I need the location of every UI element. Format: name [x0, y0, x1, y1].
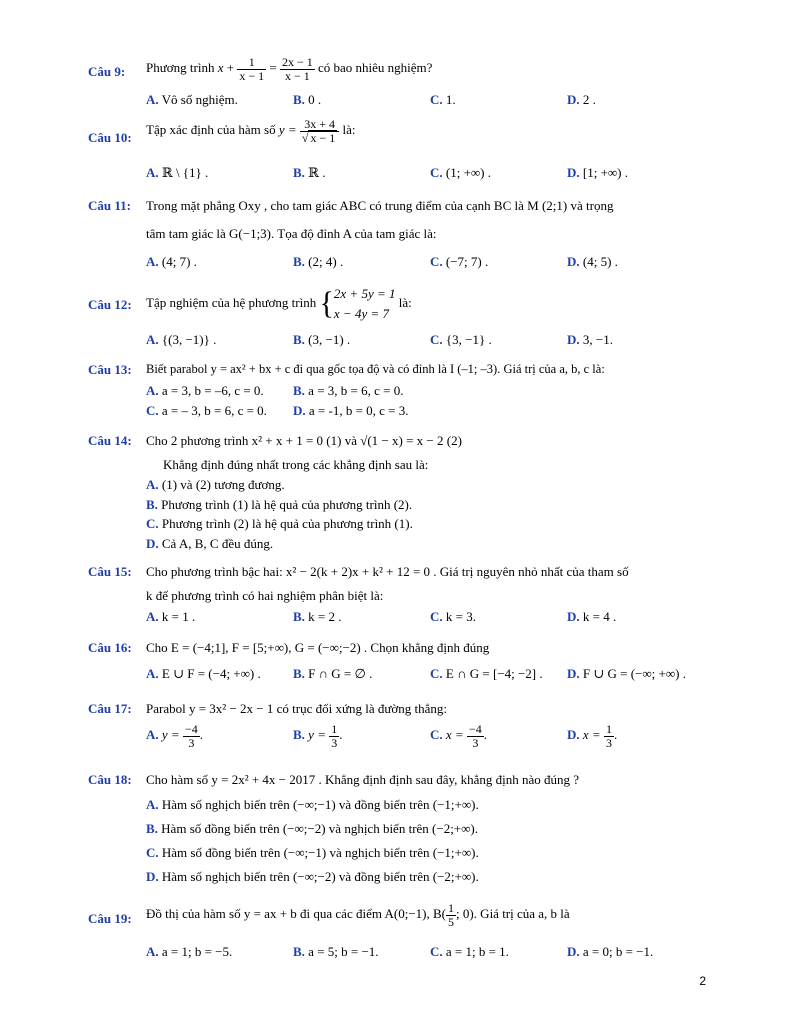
option-c: C. 1. — [430, 92, 456, 107]
option-d: D. k = 4 . — [567, 609, 617, 624]
option-b: B. a = 3, b = 6, c = 0. — [293, 383, 404, 398]
option-b: B. (3, −1) . — [293, 332, 351, 347]
brace-icon: { — [319, 286, 334, 321]
question-14 — [88, 433, 712, 551]
question-stem: Đồ thị của hàm số y = ax + b đi qua các điểm A(0;−1), B( $\frac{1}{5}$ ; 0). Giá trị của a, b là — [146, 901, 570, 929]
question-stem: Cho 2 phương trình x² + x + 1 = 0 (1) và √(1 − x) = x − 2 (2) — [146, 433, 462, 448]
option-b: B. F ∩ G = ∅ . — [293, 666, 373, 681]
option-a: A. Vô số nghiệm. — [146, 92, 238, 107]
question-label: Câu 17: — [88, 701, 132, 716]
option-a: A. (4; 7) . — [146, 254, 197, 269]
option-a: A. a = 3, b = –6, c = 0. — [146, 383, 264, 398]
option-c: C. Phương trình (2) là hệ quả của phương trình (1). — [146, 516, 413, 531]
option-a: A. ℝ \ {1} . — [146, 165, 209, 180]
option-b: B. y = $\frac{1}{3}$ . — [293, 722, 343, 750]
question-label: Câu 13: — [88, 362, 132, 377]
question-stem: Tập xác định của hàm số y = $\frac{3x + 4}{√ x - 1}$ là: — [146, 117, 356, 145]
option-d: D. x = $\frac{1}{3}$ . — [567, 722, 618, 750]
question-label: Câu 16: — [88, 640, 132, 655]
question-label: Câu 18: — [88, 772, 132, 787]
option-c: C. a = 1; b = 1. — [430, 944, 509, 959]
option-d: D. 2 . — [567, 92, 596, 107]
option-a: A. a = 1; b = −5. — [146, 944, 233, 959]
option-a: A. E ∪ F = (−4; +∞) . — [146, 666, 261, 681]
option-d: D. a = 0; b = −1. — [567, 944, 654, 959]
option-d: D. Cả A, B, C đều đúng. — [146, 536, 274, 551]
sqrt-icon: √ — [301, 130, 309, 145]
option-b: B. a = 5; b = −1. — [293, 944, 379, 959]
question-stem: Tập nghiệm của hệ phương trình { 2x + 5y = 1 x − 4y = 7 là: — [146, 284, 412, 324]
question-label: Câu 10: — [88, 130, 132, 145]
question-15 — [88, 564, 712, 630]
question-stem-cont: tâm tam giác là G(−1;3). Tọa độ đỉnh A của tam giác là: — [146, 226, 437, 241]
option-c: C. x = $\frac{-4}{3}$ . — [430, 722, 487, 750]
option-d: D. [1; +∞) . — [567, 165, 629, 180]
question-stem: Trong mặt phẳng Oxy , cho tam giác ABC có trung điểm của cạnh BC là M (2;1) và trọng — [146, 198, 614, 213]
fraction: $\frac{1}{x - 1}$ — [239, 55, 265, 83]
option-b: B. k = 2 . — [293, 609, 342, 624]
option-b: B. (2; 4) . — [293, 254, 344, 269]
option-b: B. Hàm số đồng biến trên (−∞;−2) và nghịch biến trên (−2;+∞). — [146, 821, 478, 836]
fraction: $\frac{2x - 1}{x - 1}$ — [281, 55, 313, 83]
option-c: C. Hàm số đồng biến trên (−∞;−1) và nghịch biến trên (−1;+∞). — [146, 845, 479, 860]
option-d: D. a = -1, b = 0, c = 3. — [293, 403, 409, 418]
question-17 — [88, 701, 712, 761]
question-label: Câu 19: — [88, 911, 132, 926]
question-label: Câu 11: — [88, 198, 131, 213]
question-10 — [88, 118, 712, 184]
option-c: C. (−7; 7) . — [430, 254, 489, 269]
fraction: $\frac{1}{3}$ — [605, 722, 612, 750]
question-9 — [88, 55, 712, 110]
question-label: Câu 12: — [88, 297, 132, 312]
question-18 — [88, 772, 712, 888]
option-a: A. k = 1 . — [146, 609, 196, 624]
question-13 — [88, 362, 712, 422]
question-stem: Phương trình x + $\frac{1}{x - 1}$ = $\frac{2x - 1}{x - 1}$ có bao nhiêu nghiệm? — [146, 55, 433, 83]
question-stem: Parabol y = 3x² − 2x − 1 có trục đối xứng là đường thẳng: — [146, 701, 448, 716]
option-c: C. {3, −1} . — [430, 332, 492, 347]
fraction: $\frac{-4}{3}$ — [184, 722, 198, 750]
question-label: Câu 14: — [88, 433, 132, 448]
question-label: Câu 15: — [88, 564, 132, 579]
option-b: B. 0 . — [293, 92, 322, 107]
question-stem: Cho phương trình bậc hai: x² − 2(k + 2)x + k² + 12 = 0 . Giá trị nguyên nhỏ nhất của tham số — [146, 564, 629, 579]
option-d: D. Hàm số nghịch biến trên (−∞;−2) và đồng biến trên (−2;+∞). — [146, 869, 479, 884]
page-number: 2 — [699, 974, 706, 988]
question-stem-cont: k để phương trình có hai nghiệm phân biệt là: — [146, 588, 384, 603]
option-b: B. Phương trình (1) là hệ quả của phương trình (2). — [146, 497, 413, 512]
option-c: C. k = 3. — [430, 609, 476, 624]
fraction: $\frac{1}{3}$ — [331, 722, 338, 750]
question-19 — [88, 901, 712, 964]
option-c: C. (1; +∞) . — [430, 165, 492, 180]
fraction: $\frac{1}{5}$ — [447, 901, 454, 929]
question-label: Câu 9: — [88, 64, 126, 79]
option-d: D. F ∪ G = (−∞; +∞) . — [567, 666, 686, 681]
option-d: D. 3, −1. — [567, 332, 613, 347]
option-c: C. a = – 3, b = 6, c = 0. — [146, 403, 267, 418]
option-d: D. (4; 5) . — [567, 254, 618, 269]
question-stem: Biết parabol y = ax² + bx + c đi qua gốc tọa độ và có đỉnh là I (–1; –3). Giá trị của a, b, c là: — [146, 362, 605, 376]
equation-system: 2x + 5y = 1 x − 4y = 7 — [333, 286, 396, 322]
question-stem: Cho E = (−4;1], F = [5;+∞), G = (−∞;−2) . Chọn khẳng định đúng — [146, 640, 490, 655]
fraction: $\frac{3x + 4}{√ x - 1}$ — [300, 118, 339, 144]
fraction: $\frac{-4}{3}$ — [468, 722, 482, 750]
question-12 — [88, 284, 712, 352]
option-c: C. E ∩ G = [−4; −2] . — [430, 666, 543, 681]
question-11 — [88, 198, 712, 274]
option-a: A. {(3, −1)} . — [146, 332, 217, 347]
option-b: B. ℝ . — [293, 165, 326, 180]
option-a: A. y = $\frac{-4}{3}$ . — [146, 722, 203, 750]
option-a: A. Hàm số nghịch biến trên (−∞;−1) và đồng biến trên (−1;+∞). — [146, 797, 479, 812]
question-16 — [88, 640, 712, 686]
question-stem: Cho hàm số y = 2x² + 4x − 2017 . Khẳng định định sau đây, khẳng định nào đúng ? — [146, 772, 580, 787]
question-sub: Khẳng định đúng nhất trong các khẳng định sau là: — [163, 457, 429, 472]
option-a: A. (1) và (2) tương đương. — [146, 477, 285, 492]
